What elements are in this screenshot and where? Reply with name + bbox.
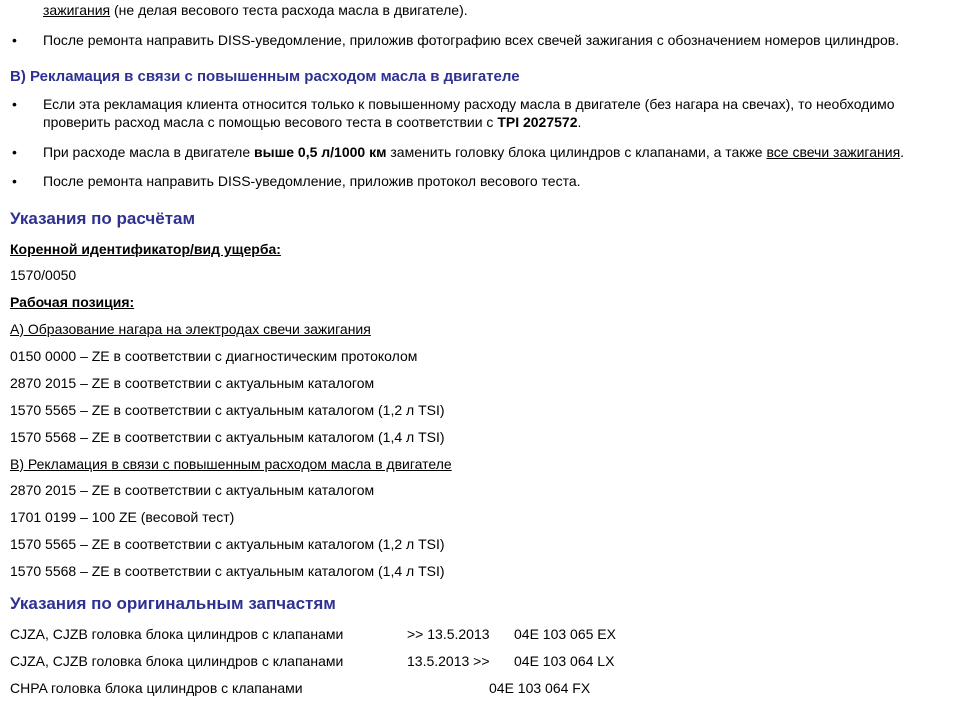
bullet-marker: • (12, 173, 17, 189)
group-a-title: A) Образование нагара на электродах свечи зажигания (10, 321, 371, 337)
top-continuation (43, 1, 468, 19)
root-id-value: 1570/0050 (10, 267, 77, 283)
group-b-item: 2870 2015 – ZE в соответствии с актуальным каталогом (10, 482, 375, 498)
section-b-bullet-3: После ремонта направить DISS-уведомление, приложив протокол весового теста. (43, 173, 581, 189)
calc-heading: Указания по расчётам (10, 209, 196, 228)
work-position-label: Рабочая позиция: (10, 294, 135, 310)
root-id-label: Коренной идентификатор/вид ущерба: (10, 241, 281, 257)
group-b-item: 1570 5568 – ZE в соответствии с актуальным каталогом (1,4 л TSI) (10, 563, 445, 579)
tpi-reference: TPI 2027572 (497, 114, 578, 130)
part-name: CJZA, CJZB головка блока цилиндров с клапанами (10, 626, 344, 642)
bullet-marker: • (12, 144, 17, 160)
top-rest: (не делая весового теста расхода масла в двигателе). (110, 2, 468, 18)
section-b-bullet-2 (43, 143, 953, 161)
group-a-item: 1570 5568 – ZE в соответствии с актуальным каталогом (1,4 л TSI) (10, 429, 445, 445)
bullet-2-pre: При расходе масла в двигателе (43, 144, 255, 160)
parts-heading: Указания по оригинальным запчастям (10, 594, 336, 613)
group-a-item: 0150 0000 – ZE в соответствии с диагностическим протоколом (10, 348, 418, 364)
bullet-2-end: . (900, 144, 905, 160)
spark-plugs-link[interactable]: все свечи зажигания (766, 144, 901, 160)
group-b-item: 1701 0199 – 100 ZE (весовой тест) (10, 509, 235, 525)
group-b-title: B) Рекламация в связи с повышенным расходом масла в двигателе (10, 456, 452, 472)
part-name: CHPA головка блока цилиндров с клапанами (10, 680, 303, 696)
section-a-bullet: После ремонта направить DISS-уведомление, приложив фотографию всех свечей зажигания с обозначением номеров цилиндров. (43, 32, 900, 48)
part-number: 04E 103 064 LX (514, 653, 615, 669)
bullet-1-text: Если эта рекламация клиента относится только к повышенному расходу масла в двигателе (без нагара на свечах), то необходимо проверить расход масла с помощью весового теста в соответствии с (43, 96, 895, 130)
group-a-item: 1570 5565 – ZE в соответствии с актуальным каталогом (1,2 л TSI) (10, 402, 445, 418)
bullet-marker: • (12, 96, 17, 112)
bullet-2-mid: заменить головку блока цилиндров с клапанами, а также (386, 144, 767, 160)
part-name: CJZA, CJZB головка блока цилиндров с клапанами (10, 653, 344, 669)
group-a-item: 2870 2015 – ZE в соответствии с актуальным каталогом (10, 375, 375, 391)
group-b-item: 1570 5565 – ZE в соответствии с актуальным каталогом (1,2 л TSI) (10, 536, 445, 552)
oil-threshold: выше 0,5 л/1000 км (254, 144, 387, 160)
top-link[interactable]: зажигания (43, 2, 111, 18)
part-number: 04E 103 064 FX (489, 680, 591, 696)
section-b-heading: B) Рекламация в связи с повышенным расходом масла в двигателе (10, 68, 520, 85)
section-b-bullet-1 (43, 95, 953, 131)
part-date: >> 13.5.2013 (407, 626, 490, 642)
part-date: 13.5.2013 >> (407, 653, 490, 669)
bullet-marker: • (12, 32, 17, 48)
bullet-1-end: . (577, 114, 582, 130)
part-number: 04E 103 065 EX (514, 626, 616, 642)
